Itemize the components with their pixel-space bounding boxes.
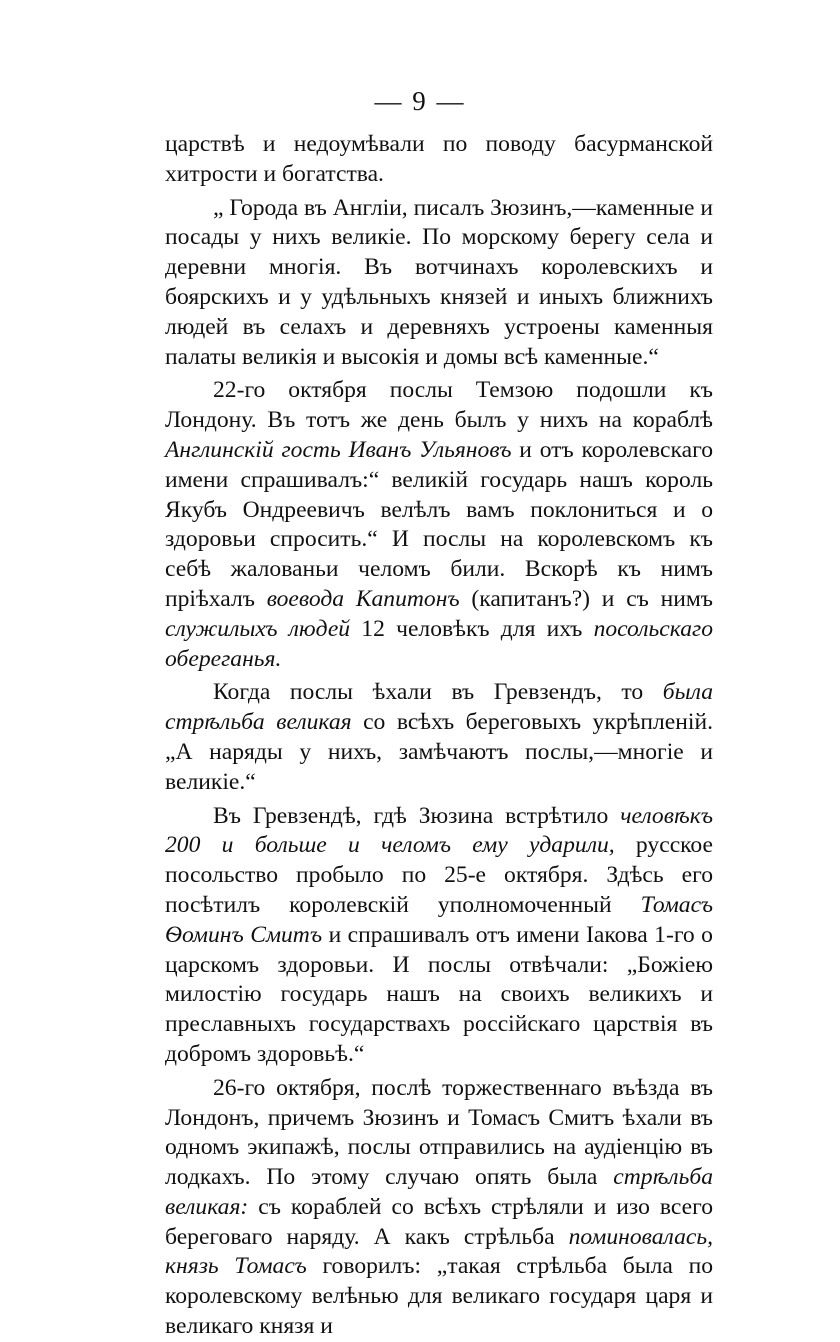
text-segment: Когда послы ѣхали въ Гревзендъ, то xyxy=(213,679,663,706)
text-segment: и спрашивалъ отъ имени Іакова 1-го о царскомъ здоровьи. И послы отвѣчали: „Божіею милостію государь нашъ на своихъ великихъ и преславныхъ государствахъ россійскаго царствія въ добромъ здоровьѣ.“ xyxy=(165,921,713,1067)
italic-text: Англинскій гость Иванъ Ульяновъ xyxy=(165,436,512,463)
text-segment: 12 человѣкъ для ихъ xyxy=(350,615,594,642)
text-segment: „ Города въ Англіи, писалъ Зюзинъ,—каменные и посады у нихъ великіе. По морскому берегу села и деревни многія. Въ вотчинахъ королевскихъ и боярскихъ и у удѣльныхъ князей и иныхъ ближнихъ людей въ селахъ и деревняхъ устроены каменныя палаты великія и высокія и домы всѣ каменные.“ xyxy=(165,194,713,370)
text-segment: русское посольство пробыло по 25-е октября. Здѣсь его посѣтилъ королевскій уполномоченный xyxy=(165,832,713,918)
paragraph xyxy=(165,194,713,373)
paragraph xyxy=(165,1074,713,1342)
italic-text: была стрѣльба великая xyxy=(165,679,713,736)
italic-text: посольскаго обереганья. xyxy=(165,615,713,672)
page-number: — 9 — xyxy=(374,86,466,116)
italic-text: стрѣльба великая: xyxy=(165,1164,713,1220)
text-segment: 22-го октября послы Темзою подошли къ Лондону. Въ тотъ же день былъ у нихъ на кораблѣ xyxy=(165,377,713,434)
italic-text: поминовалась, князь Томасъ xyxy=(165,1223,713,1280)
paragraph xyxy=(165,802,713,1070)
body-text xyxy=(165,130,713,1342)
text-segment: говорилъ: „такая стрѣльба была по королевскому велѣнью для великаго государя царя и великаго князя и xyxy=(165,1253,713,1340)
paragraph xyxy=(165,376,713,674)
paragraph xyxy=(165,130,713,190)
italic-text: человѣкъ 200 и больше и челомъ ему ударили, xyxy=(165,802,713,859)
text-segment: Въ Гревзендѣ, гдѣ Зюзина встрѣтило xyxy=(213,802,621,829)
italic-text: служилыхъ людей xyxy=(165,615,351,642)
text-segment: (капитанъ?) и съ нимъ xyxy=(459,585,714,612)
text-segment: съ кораблей со всѣхъ стрѣляли и изо всего береговаго наряду. А какъ стрѣльба xyxy=(165,1193,713,1250)
text-segment: и отъ королевскаго имени спрашивалъ:“ великій государь нашъ король Якубъ Ондреевичъ велѣлъ вамъ поклониться и о здоровьи спросить.“ И послы на королевскомъ къ себѣ жалованьи челомъ били. Вскорѣ къ нимъ пріѣхалъ xyxy=(165,436,713,612)
text-segment: царствѣ и недоумѣвали по поводу басурманской хитрости и богатства. xyxy=(165,131,713,187)
paragraph xyxy=(165,678,713,797)
italic-text: Томасъ Ѳоминъ Смитъ xyxy=(165,891,713,948)
text-segment: 26-го октября, послѣ торжественнаго въѣзда въ Лондонъ, причемъ Зюзинъ и Томасъ Смитъ ѣхали въ одномъ экипажѣ, послы отправились на аудіенцію въ лодкахъ. По этому случаю опять была xyxy=(165,1074,713,1191)
italic-text: воевода Капитонъ xyxy=(266,585,460,612)
text-segment: со всѣхъ береговыхъ укрѣпленій. „А наряды у нихъ, замѣчаютъ послы,—многіе и великіе.“ xyxy=(165,709,713,795)
